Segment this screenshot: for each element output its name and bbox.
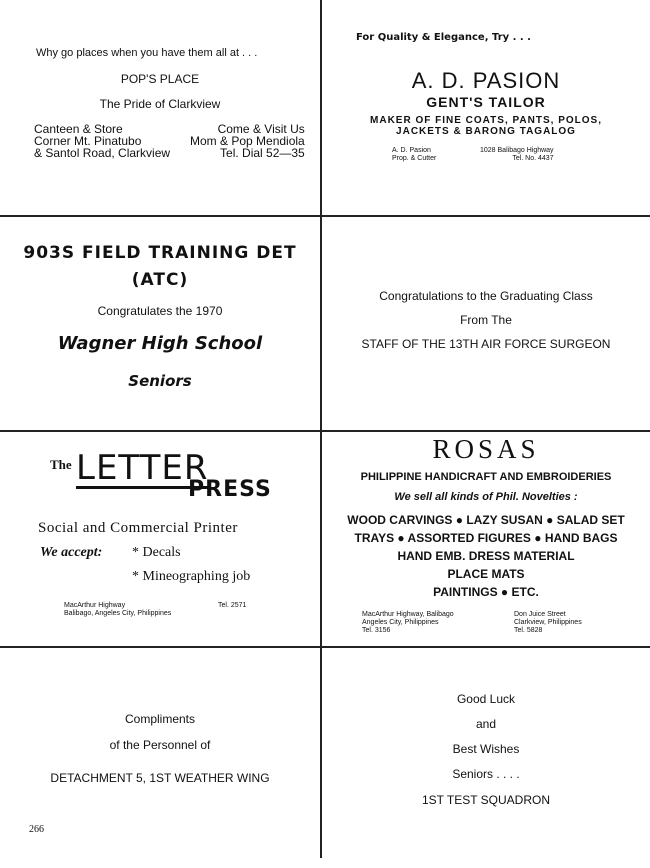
rosas-right-line: Tel. 5828	[514, 627, 543, 634]
page-number: 266	[29, 824, 44, 835]
ad-field-training	[0, 217, 320, 430]
weather-line-3: DETACHMENT 5, 1ST WEATHER WING	[50, 771, 270, 785]
surgeon-line-1: Congratulations to the Graduating Class	[379, 289, 593, 303]
pops-intro: Why go places when you have them all at . . .	[36, 47, 258, 59]
pops-left-line: Corner Mt. Pinatubo	[34, 134, 142, 148]
pasion-right-line: Tel. No. 4437	[512, 155, 554, 162]
ad-rosas	[322, 432, 650, 646]
rosas-name: ROSAS	[432, 434, 540, 464]
rosas-left-line: MacArthur Highway, Balibago	[362, 611, 454, 618]
rosas-subtitle: PHILIPPINE HANDICRAFT AND EMBROIDERIES	[360, 471, 612, 483]
pasion-right-block	[480, 147, 554, 163]
letterpress-address-line: Balibago, Angeles City, Philippines	[64, 610, 172, 617]
rosas-left-block	[362, 611, 454, 635]
rosas-tagline: We sell all kinds of Phil. Novelties :	[394, 491, 578, 503]
pops-right-line: Come & Visit Us	[217, 122, 305, 136]
pasion-title: GENT'S TAILOR	[426, 94, 546, 110]
letterpress-tel: Tel. 2571	[218, 602, 247, 609]
pops-tagline: The Pride of Clarkview	[99, 97, 221, 111]
ad-surgeon	[322, 217, 650, 430]
letterpress-accept-label: We accept:	[40, 545, 103, 560]
letterpress-tagline: Social and Commercial Printer	[38, 520, 238, 536]
rosas-right-line: Clarkview, Philippines	[514, 619, 582, 626]
pops-name: POP'S PLACE	[120, 72, 200, 86]
pasion-left-line: Prop. & Cutter	[392, 155, 437, 162]
pasion-left-block	[392, 147, 436, 163]
squadron-line-1: Good Luck	[456, 692, 516, 706]
squadron-line-3: Best Wishes	[452, 742, 520, 756]
ad-letter-press	[0, 432, 320, 646]
ad-pasion	[322, 0, 650, 215]
surgeon-line-2: From The	[460, 313, 512, 327]
rosas-right-block	[514, 611, 582, 635]
letterpress-logo-letter: LETTER	[76, 448, 209, 488]
letterpress-accept-item: * Mineographing job	[132, 569, 251, 584]
training-school: Wagner High School	[57, 333, 263, 354]
letterpress-logo-press: PRESS	[188, 477, 272, 502]
pasion-intro: For Quality & Elegance, Try . . .	[356, 32, 531, 43]
squadron-line-2: and	[475, 717, 497, 731]
rosas-right-line: Don Juice Street	[514, 611, 566, 618]
rosas-left-line: Angeles City, Philippines	[362, 619, 439, 626]
training-line-1: 903S FIELD TRAINING DET	[23, 243, 297, 263]
letterpress-address	[64, 602, 171, 618]
weather-line-2: of the Personnel of	[109, 738, 211, 752]
squadron-line-4: Seniors . . . .	[452, 767, 520, 781]
rosas-left-line: Tel. 3156	[362, 627, 391, 634]
pops-left-line: & Santol Road, Clarkview	[34, 146, 171, 160]
rosas-item: TRAYS ● ASSORTED FIGURES ● HAND BAGS	[354, 531, 618, 545]
pops-right-line: Tel. Dial 52—35	[220, 146, 305, 160]
pops-left-line: Canteen & Store	[34, 122, 123, 136]
ad-weather-wing	[0, 648, 320, 858]
training-line-2: (ATC)	[131, 270, 189, 290]
ad-test-squadron	[322, 648, 650, 858]
rosas-item: HAND EMB. DRESS MATERIAL	[397, 549, 575, 563]
pops-right-block	[190, 123, 305, 159]
squadron-line-5: 1ST TEST SQUADRON	[421, 793, 551, 807]
rosas-item: PAINTINGS ● ETC.	[433, 585, 539, 599]
pops-right-line: Mom & Pop Mendiola	[190, 134, 305, 148]
letterpress-accept-item: * Decals	[132, 545, 181, 560]
ad-pops-place	[0, 0, 320, 215]
weather-line-1: Compliments	[124, 712, 196, 726]
training-congrats: Congratulates the 1970	[97, 304, 223, 318]
pasion-desc-1: MAKER OF FINE COATS, PANTS, POLOS,	[370, 115, 602, 126]
pops-left-block	[34, 123, 170, 159]
rosas-item: WOOD CARVINGS ● LAZY SUSAN ● SALAD SET	[347, 513, 625, 527]
surgeon-line-3: STAFF OF THE 13TH AIR FORCE SURGEON	[361, 337, 611, 351]
pasion-desc-2: JACKETS & BARONG TAGALOG	[396, 126, 576, 137]
pasion-right-line: 1028 Balibago Highway	[480, 147, 554, 154]
letterpress-logo-the: The	[50, 457, 72, 472]
pasion-name: A. D. PASION	[411, 68, 561, 93]
pasion-left-line: A. D. Pasion	[392, 147, 431, 154]
letterpress-address-line: MacArthur Highway	[64, 602, 126, 609]
rosas-item: PLACE MATS	[447, 567, 525, 581]
training-seniors: Seniors	[128, 372, 192, 390]
